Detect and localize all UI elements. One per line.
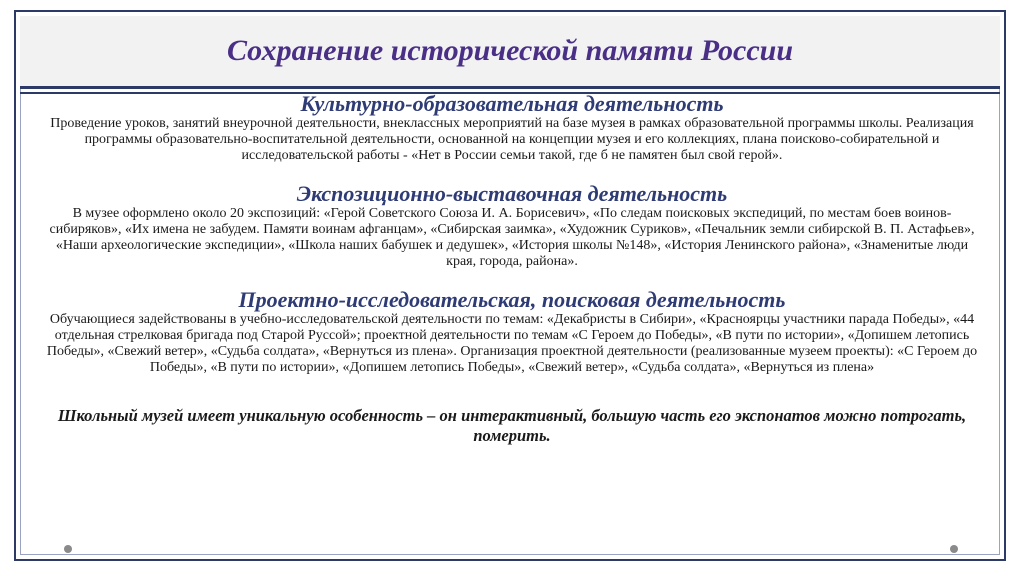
section-body-research: Обучающиеся задействованы в учебно-исследовательской деятельности по темам: «Декабристы в Сибири», «Красноярцы участники парада Победы», «44 отдельная стрелковая бригада под Старой Руссой»; проектной деятельности по темам «С Героем до Победы», «В пути по истории», «Допишем летопись Победы», «Свежий ветер», «Судьба солдата», «Вернуться из плена». Организация проектной деятельности (реализованные музеем проекты): «С Героем до Победы», «В пути по истории», «Допишем летопись Победы», «Свежий ветер», «Судьба солдата», «Вернуться из плена» — [46, 312, 978, 375]
section-heading-research: Проектно-исследовательская, поисковая деятельность — [238, 287, 786, 312]
section-heading-exhibition: Экспозиционно-выставочная деятельность — [296, 181, 728, 206]
slide-content — [44, 92, 980, 463]
section-body-cultural: Проведение уроков, занятий внеурочной деятельности, внеклассных мероприятий на базе музея в рамках образовательной программы школы. Реализация программы образовательно-воспитательной деятельности, основанной на концепции музея и его коллекциях, плана поисково-собирательной и исследовательской работы - «Нет в России семьи такой, где б не памятен был свой герой». — [50, 116, 974, 163]
bottom-right-dot-icon — [950, 545, 958, 553]
conclusion-text: Школьный музей имеет уникальную особенность – он интерактивный, большую часть его экспонатов можно потрогать, померить. — [57, 406, 967, 445]
title-bar — [20, 16, 1000, 89]
bottom-left-dot-icon — [64, 545, 72, 553]
section-heading-cultural: Культурно-образовательная деятельность — [300, 91, 724, 116]
section-body-exhibition: В музее оформлено около 20 экспозиций: «Герой Советского Союза И. А. Борисевич», «По следам поисковых экспедиций, по местам боев воинов-сибиряков», «Их имена не забудем. Памяти воинам афганцам», «Сибирская заимка», «Художник Суриков», «Печальник земли сибирской В. П. Астафьев», «Наши археологические экспедиции», «Школа наших бабушек и дедушек», «История школы №148», «История Ленинского района», «Знаменитые люди края, города, района». — [49, 206, 975, 269]
slide-title: Сохранение исторической памяти России — [226, 34, 794, 67]
